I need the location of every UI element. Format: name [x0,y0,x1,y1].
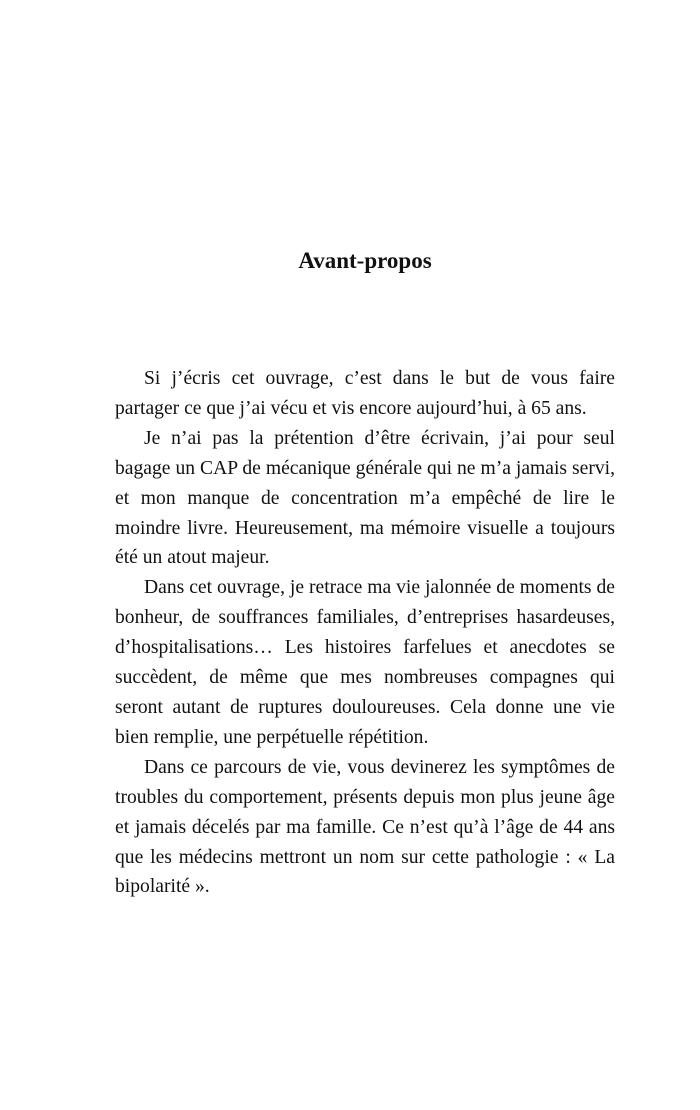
paragraph: Dans cet ouvrage, je retrace ma vie jalonnée de moments de bonheur, de souffrances familiales, d’entreprises hasardeuses, d’hospitalisations… Les histoires farfelues et anecdotes se succèdent, de même que mes nombreuses compagnes qui seront autant de ruptures douloureuses. Cela donne une vie bien remplie, une perpétuelle répétition. [115,577,615,748]
paragraph: Je n’ai pas la prétention d’être écrivain, j’ai pour seul bagage un CAP de mécanique générale qui ne m’a jamais servi, et mon manque de concentration m’a empêché de lire le moindre livre. Heureusement, ma mémoire visuelle a toujours été un atout majeur. [115,427,615,569]
chapter-title: Avant-propos [298,248,432,273]
body-text [115,364,615,902]
paragraph: Si j’écris cet ouvrage, c’est dans le but de vous faire partager ce que j’ai vécu et vis encore aujourd’hui, à 65 ans. [115,368,615,419]
paragraph: Dans ce parcours de vie, vous devinerez les symptômes de troubles du comportement, présents depuis mon plus jeune âge et jamais décelés par ma famille. Ce n’est qu’à l’âge de 44 ans que les médecins mettront un nom sur cette pathologie : « La bipolarité ». [115,756,615,898]
